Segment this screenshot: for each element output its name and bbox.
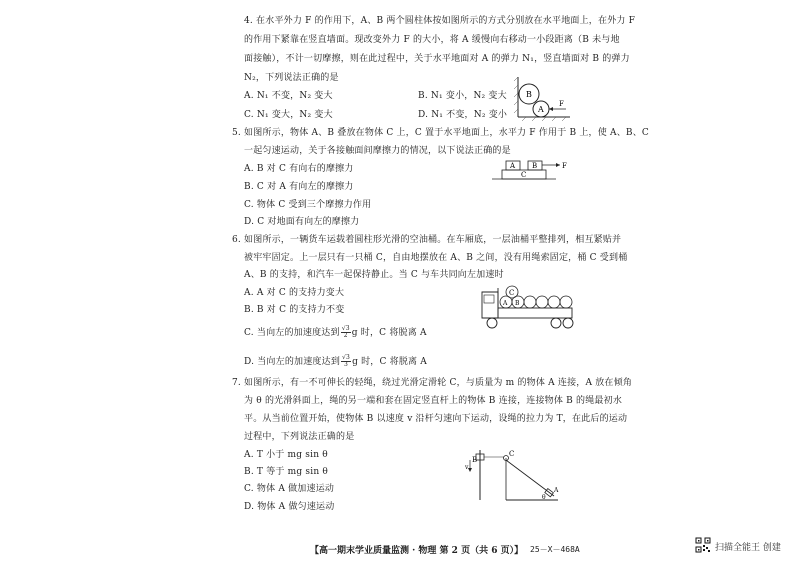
q6-label-c: C <box>509 289 515 297</box>
q4-cylinders-figure <box>510 75 572 123</box>
q6-option-d-denominator: 3 <box>344 361 349 368</box>
q4-line4: N₂，下列说法正确的是 <box>244 73 339 83</box>
q5-line1: 5. 如图所示，物体 A、B 叠放在物体 C 上，C 置于水平地面上，水平力 F 作用于 B 上，使 A、B、C <box>232 128 650 138</box>
q6-truck-figure <box>478 278 578 332</box>
q7-label-v: v <box>465 464 469 471</box>
q5-label-f: F <box>562 162 567 170</box>
q7-label-c: C <box>509 450 515 458</box>
q6-option-b: B. B 对 C 的支持力不变 <box>244 305 345 315</box>
q4-option-d: D. N₁ 不变，N₂ 变小 <box>418 110 508 120</box>
q5-option-b: B. C 对 A 有向左的摩擦力 <box>244 182 354 192</box>
q6-option-a: A. A 对 C 的支持力变大 <box>244 288 345 298</box>
q4-label-f: F <box>559 100 564 108</box>
q6-option-d-fraction <box>341 355 351 368</box>
q6-line1: 6. 如图所示，一辆货车运载着圆柱形光滑的空油桶。在车厢底，一层油桶平整排列，相互紧贴并 <box>232 235 622 245</box>
q6-option-c-numerator: √3 <box>341 325 350 332</box>
q5-label-a: A <box>510 162 516 170</box>
q6-option-c-prefix: C. 当向左的加速度达到 <box>244 328 340 338</box>
q6-option-d-suffix: g 时，C 将脱离 A <box>352 357 428 367</box>
q7-option-d: D. 物体 A 做匀速运动 <box>244 502 335 512</box>
q7-line4: 过程中，下列说法正确的是 <box>244 432 355 442</box>
q7-line1: 7. 如图所示，有一不可伸长的轻绳，绕过光滑定滑轮 C，与质量为 m 的物体 A 连接，A 放在倾角 <box>232 378 633 388</box>
q4-line3: 面接触），不计一切摩擦，则在此过程中，关于水平地面对 A 的弹力 N₁，竖直墙面对 B 的弹力 <box>244 54 630 64</box>
q5-line2: 一起匀速运动，关于各接触面间摩擦力的情况，以下说法正确的是 <box>244 146 511 156</box>
q7-option-b: B. T 等于 mg sin θ <box>244 467 328 477</box>
q5-label-b: B <box>532 162 538 170</box>
qr-code-icon <box>695 537 711 553</box>
q7-label-theta: θ <box>542 494 546 501</box>
q6-option-d-prefix: D. 当向左的加速度达到 <box>244 357 341 367</box>
q6-line2: 被牢牢固定。上一层只有一只桶 C，自由地摆放在 A、B 之间，没有用绳索固定，桶 C 受到桶 <box>244 253 628 263</box>
q7-label-a: A <box>554 487 559 494</box>
q4-option-b: B. N₁ 变小，N₂ 变大 <box>418 91 507 101</box>
q5-option-a: A. B 对 C 有向右的摩擦力 <box>244 164 354 174</box>
q7-line2: 为 θ 的光滑斜面上，绳的另一端和套在固定竖直杆上的物体 B 连接，连接物体 B 的绳最初水 <box>244 396 623 406</box>
q4-option-a: A. N₁ 不变，N₂ 变大 <box>244 91 333 101</box>
q6-label-a: A <box>503 300 508 307</box>
q6-line3: A、B 的支持，和汽车一起保持静止。当 C 与车共同向左加速时 <box>244 270 504 280</box>
q6-option-c-suffix: g 时，C 将脱离 A <box>351 328 427 338</box>
q7-incline-figure <box>462 446 566 502</box>
q5-blocks-figure <box>490 157 570 183</box>
q5-option-d: D. C 对地面有向左的摩擦力 <box>244 217 360 227</box>
q4-label-a: A <box>538 105 544 114</box>
q4-label-b: B <box>526 90 532 99</box>
q6-option-c-denominator: 2 <box>343 332 348 339</box>
q7-label-b: B <box>472 456 478 464</box>
q7-option-c: C. 物体 A 做加速运动 <box>244 484 335 494</box>
q4-line1: 4. 在水平外力 F 的作用下，A、B 两个圆柱体按如图所示的方式分别放在水平地面上，在外力 F <box>244 16 636 26</box>
q7-line3: 平。从当前位置开始，使物体 B 以速度 v 沿杆匀速向下运动，设绳的拉力为 T，在此后的运动 <box>244 414 628 424</box>
q6-label-b: B <box>515 300 520 307</box>
scanner-watermark: 扫描全能王 创建 <box>715 543 781 553</box>
q4-line2: 的作用下紧靠在竖直墙面。现改变外力 F 的大小，将 A 缓慢向右移动一小段距离（B 未与地 <box>244 35 620 45</box>
page-footer: 【高一期末学业质量监测 · 物理 第 2 页（共 6 页）】 <box>310 546 524 556</box>
q5-option-c: C. 物体 C 受到三个摩擦力作用 <box>244 200 372 210</box>
paper-code: 25－X－468A <box>530 545 580 554</box>
q6-option-c-fraction <box>341 326 351 339</box>
q5-label-c: C <box>521 171 527 179</box>
q6-option-d <box>244 355 427 368</box>
q6-option-d-numerator: √3 <box>342 354 351 361</box>
q6-option-c <box>244 326 427 339</box>
q7-option-a: A. T 小于 mg sin θ <box>244 450 328 460</box>
q4-option-c: C. N₁ 变大，N₂ 变大 <box>244 110 333 120</box>
